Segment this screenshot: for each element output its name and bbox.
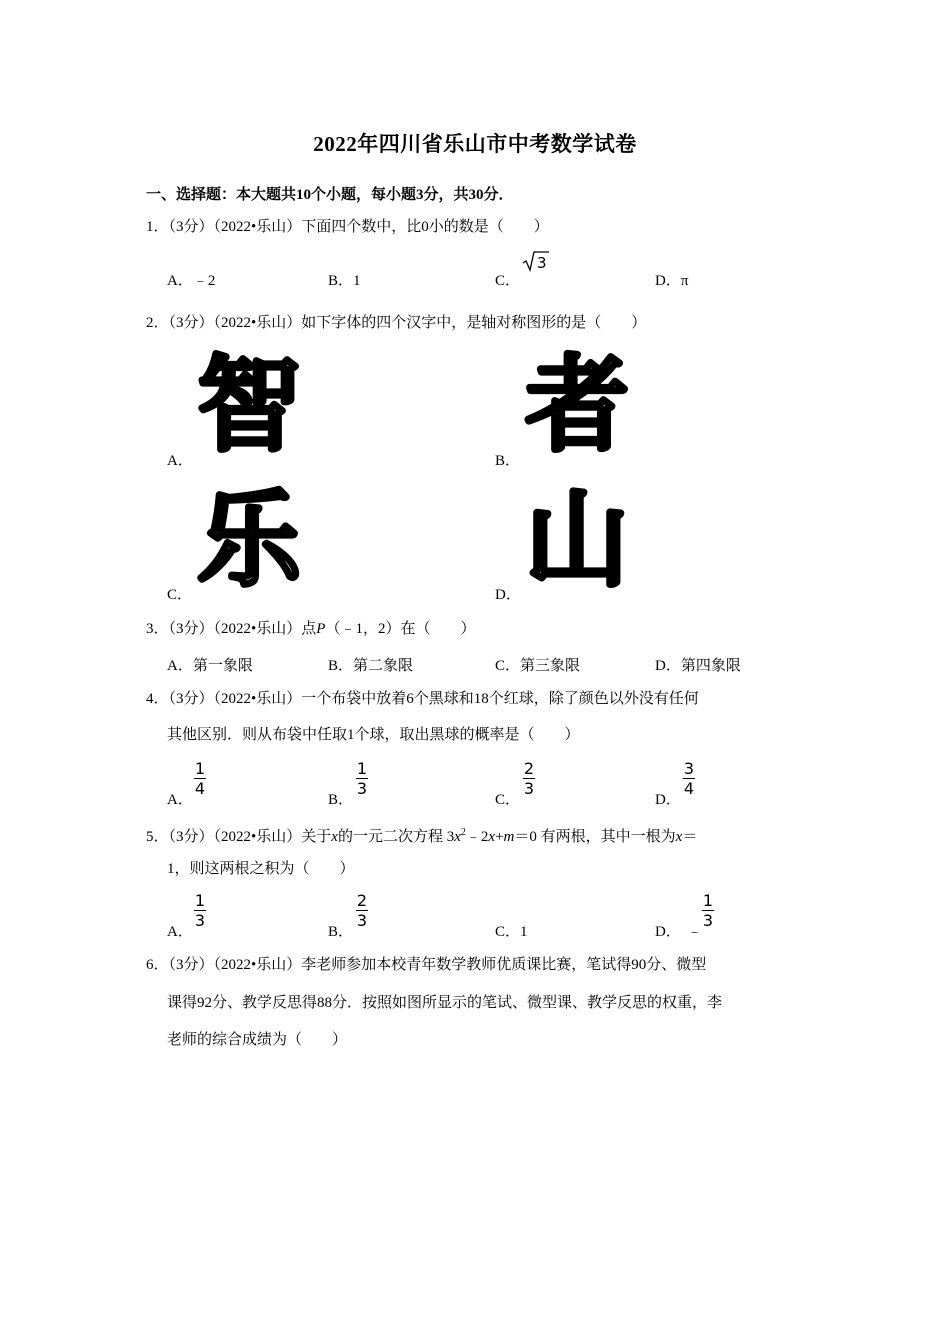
question-2-stem: 2．（3分）（2022•乐山）如下字体的四个汉字中，是轴对称图形的是（ ） <box>146 315 647 331</box>
q4-fraction-b: 1 3 <box>356 759 368 798</box>
svg-text:智: 智 <box>196 347 302 457</box>
question-4-line1: 4．（3分）（2022•乐山）一个布袋中放着6个黑球和18个红球，除了颜色以外没有任何 <box>146 691 699 707</box>
q2-option-a: A． <box>167 453 193 469</box>
sqrt-symbol <box>522 250 550 272</box>
question-6-line1: 6．（3分）（2022•乐山）李老师参加本校青年数学教师优质课比赛，笔试得90分、微型 <box>146 957 707 973</box>
q2-option-c: C． <box>167 587 193 603</box>
svg-text:者: 者 <box>524 347 630 457</box>
q4-option-a: A． <box>167 792 193 808</box>
question-6-line2: 课得92分、教学反思得88分．按照如图所显示的笔试、微型课、教学反思的权重，李 <box>167 995 723 1011</box>
q1-option-a: A．﹣2 <box>167 273 216 289</box>
q4-fraction-a: 1 4 <box>194 759 206 798</box>
q2-option-b: B． <box>495 453 521 469</box>
q3-option-c: C．第三象限 <box>495 658 581 674</box>
question-5-line2: 1，则这两根之积为（ ） <box>167 861 355 877</box>
q1-option-c: C． <box>495 273 521 289</box>
q5-option-c: C．1 <box>495 924 528 940</box>
q4-option-b: B． <box>328 792 354 808</box>
q4-fraction-d: 3 4 <box>683 759 695 798</box>
q5-option-d-sign: ﹣ <box>687 924 703 940</box>
q1-option-d: D．π <box>655 273 689 289</box>
question-4-line2: 其他区别．则从布袋中任取1个球，取出黑球的概率是（ ） <box>167 727 580 743</box>
glyph-le-image <box>194 482 304 592</box>
q5-fraction-d: 1 3 <box>702 891 714 930</box>
q4-option-d: D． <box>655 792 681 808</box>
question-6-line3: 老师的综合成绩为（ ） <box>167 1032 348 1048</box>
q5-fraction-a: 1 3 <box>194 891 206 930</box>
glyph-zhi-image <box>194 347 304 457</box>
q5-option-a: A． <box>167 924 193 940</box>
q3-option-b: B．第二象限 <box>328 658 414 674</box>
question-3-stem: 3．（3分）（2022•乐山）点P（﹣1，2）在（ ） <box>146 621 476 637</box>
page-title: 2022年四川省乐山市中考数学试卷 <box>313 132 637 156</box>
q5-option-d: D． <box>655 924 681 940</box>
glyph-shan-image <box>522 482 632 592</box>
sqrt-radicand: 3 <box>537 254 547 272</box>
question-5-line1: 5．（3分）（2022•乐山）关于x的一元二次方程 $3x^2﹣2x+m=0$ 有两根，其中一根为x＝ <box>146 827 698 845</box>
q5-option-b: B． <box>328 924 354 940</box>
q3-option-d: D．第四象限 <box>655 658 741 674</box>
glyph-zhe-image <box>522 347 632 457</box>
q1-option-b: B．1 <box>328 273 361 289</box>
svg-text:山: 山 <box>524 482 630 592</box>
svg-text:乐: 乐 <box>196 482 302 592</box>
q2-option-d: D． <box>495 587 521 603</box>
q3-option-a: A．第一象限 <box>167 658 253 674</box>
section-heading: 一、选择题：本大题共10个小题，每小题3分，共30分． <box>146 187 514 203</box>
q5-fraction-b: 2 3 <box>356 891 368 930</box>
q4-fraction-c: 2 3 <box>523 759 535 798</box>
q4-option-c: C． <box>495 792 521 808</box>
question-1-stem: 1．（3分）（2022•乐山）下面四个数中，比0小的数是（ ） <box>146 219 549 235</box>
